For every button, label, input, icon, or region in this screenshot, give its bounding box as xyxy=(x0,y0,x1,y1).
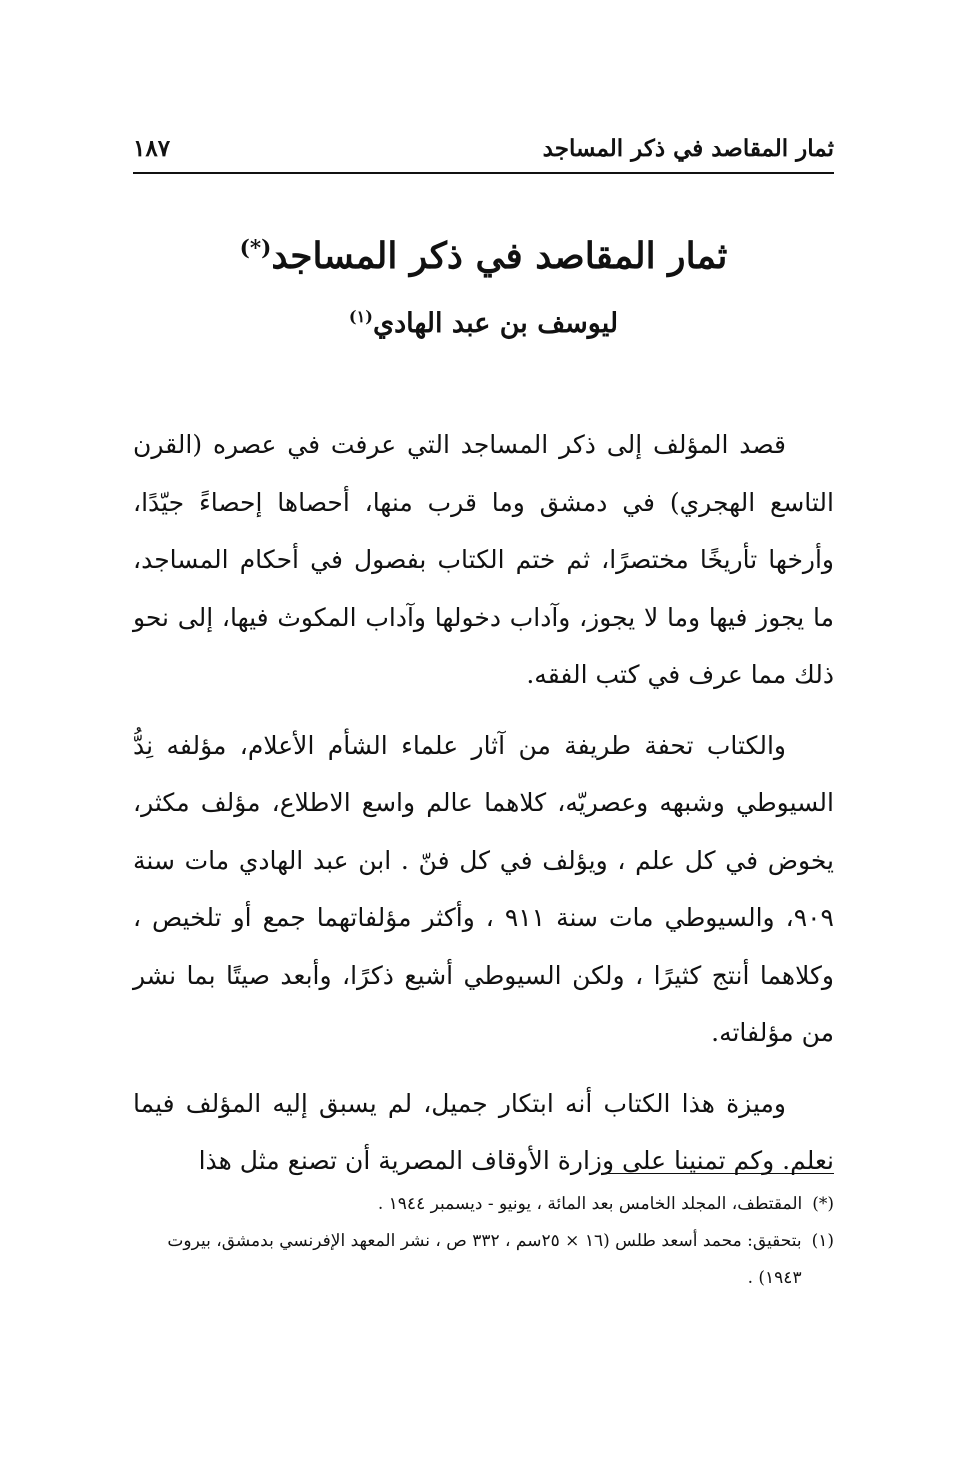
author-footnote-mark: (١) xyxy=(348,307,373,326)
paragraph: والكتاب تحفة طريفة من آثار علماء الشأم الأعلام، مؤلفه نِدُّ السيوطي وشبهه وعصريّه، كلاهما عالم واسع الاطلاع، مؤلف مكثر، يخوض في كل علم ، ويؤلف في كل فنّ . ابن عبد الهادي مات سنة ٩٠٩، والسيوطي مات سنة ٩١١ ، وأكثر مؤلفاتهما جمع أو تلخيص ، وكلاهما أنتج كثيرًا ، ولكن السيوطي أشيع ذكرًا، وأبعد صيتًا بما نشر من مؤلفاته. xyxy=(133,730,834,1047)
author-line-text: ليوسف بن عبد الهادي xyxy=(372,308,619,339)
article-author xyxy=(133,302,834,346)
paragraph: وميزة هذا الكتاب أنه ابتكار جميل، لم يسبق إليه المؤلف فيما نعلم. وكم تمنينا على وزارة الأوقاف المصرية أن تصنع مثل هذا xyxy=(133,1088,834,1175)
paragraph: قصد المؤلف إلى ذكر المساجد التي عرفت في عصره (القرن التاسع الهجري) في دمشق وما قرب منها، أحصاها إحصاءً جيّدًا، وأرخها تأريخًا مختصرًا، ثم ختم الكتاب بفصول في أحكام المساجد، ما يجوز فيها وما لا يجوز، وآداب دخولها وآداب المكوث فيها، إلى نحو ذلك مما عرف في كتب الفقه. xyxy=(133,430,834,689)
footnote xyxy=(133,1186,834,1223)
footnotes xyxy=(133,1186,834,1297)
running-title: ثمار المقاصد في ذكر المساجد xyxy=(542,134,834,162)
footnote-mark: (*) xyxy=(812,1194,834,1214)
title-footnote-mark: (*) xyxy=(239,236,272,261)
footnote-rule xyxy=(602,1173,834,1174)
header-rule xyxy=(133,172,834,174)
footnote xyxy=(133,1223,834,1297)
footnote-mark: (١) xyxy=(811,1231,834,1251)
footnote-text: المقتطف، المجلد الخامس بعد المائة ، يونيو - ديسمبر ١٩٤٤ . xyxy=(377,1194,803,1214)
article-body xyxy=(133,416,834,1203)
article-title-text: ثمار المقاصد في ذكر المساجد xyxy=(271,235,728,277)
article-title xyxy=(133,228,834,284)
footnote-text: بتحقيق: محمد أسعد طلس (١٦ × ٢٥سم ، ٣٣٢ ص ، نشر المعهد الإفرنسي بدمشق، بيروت ١٩٤٣) . xyxy=(167,1231,802,1288)
page-number: ١٨٧ xyxy=(133,134,171,162)
running-header xyxy=(133,126,834,170)
